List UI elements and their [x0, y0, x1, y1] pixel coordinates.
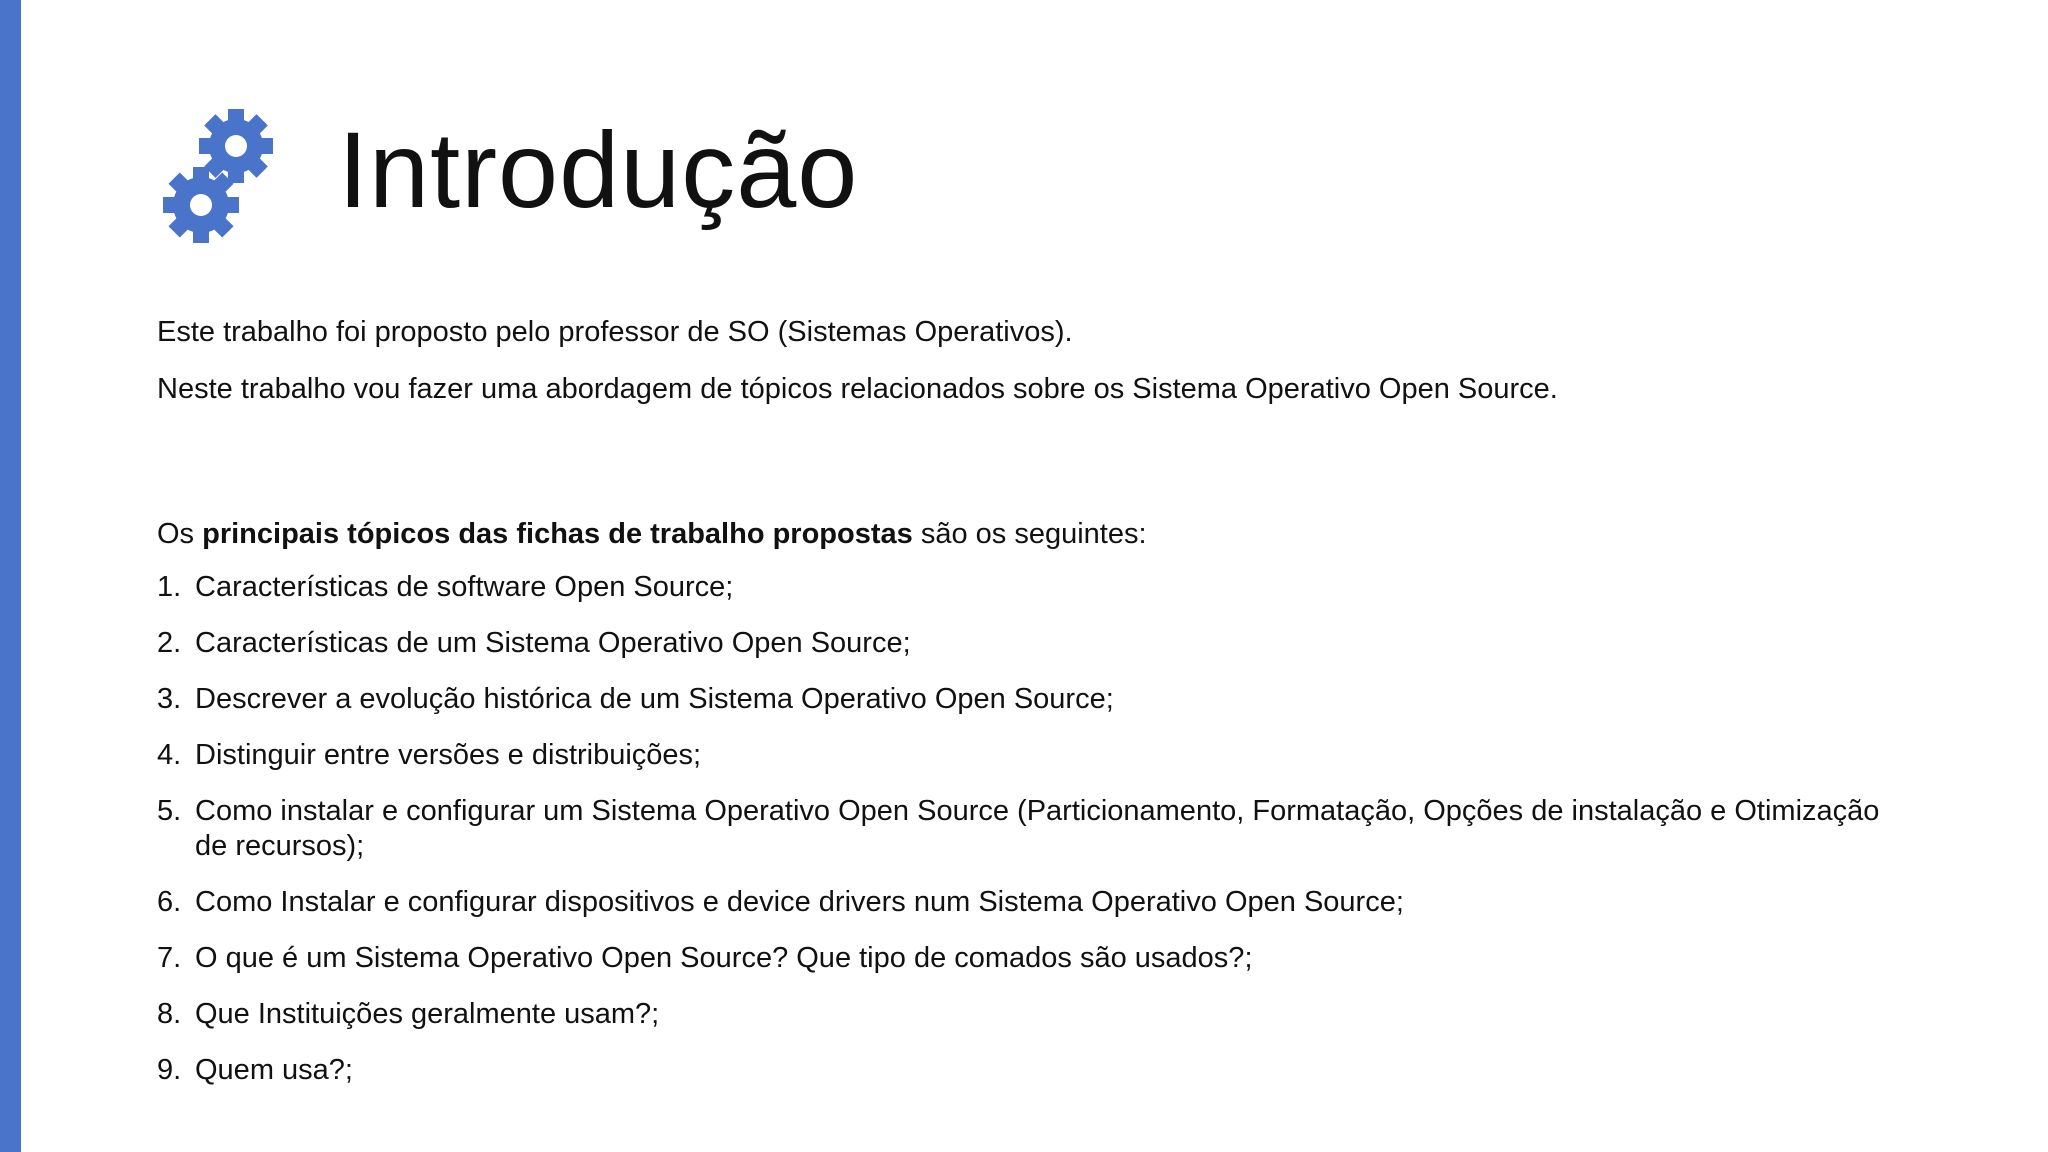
list-item-number: 4. [157, 739, 182, 771]
list-item-number: 2. [157, 627, 182, 659]
list-item-number: 5. [157, 795, 182, 827]
list-item [157, 885, 1917, 920]
list-item-number: 7. [157, 942, 182, 974]
list-item-text: Quem usa?; [195, 1054, 353, 1086]
list-item-text: Descrever a evolução histórica de um Sistema Operativo Open Source; [195, 683, 1114, 715]
topics-intro [157, 516, 1147, 552]
list-item-number: 9. [157, 1054, 182, 1086]
list-item-text: Como instalar e configurar um Sistema Operativo Open Source (Particionamento, Formatação, Opções de instalação e Otimização de recursos); [195, 795, 1880, 862]
topics-intro-suffix: são os seguintes: [912, 518, 1147, 550]
list-item-text: Características de um Sistema Operativo Open Source; [195, 627, 911, 659]
list-item-number: 8. [157, 998, 182, 1030]
list-item [157, 794, 1917, 864]
list-item-text: Que Instituições geralmente usam?; [195, 998, 660, 1030]
list-item-number: 6. [157, 886, 182, 918]
list-item-number: 3. [157, 683, 182, 715]
list-item [157, 1053, 1917, 1088]
list-item-number: 1. [157, 571, 182, 603]
intro-line-1: Este trabalho foi proposto pelo professor de SO (Sistemas Operativos). [157, 316, 1073, 348]
gears-icon [158, 104, 282, 244]
list-item [157, 570, 1917, 605]
intro-line-2: Neste trabalho vou fazer uma abordagem de tópicos relacionados sobre os Sistema Operativo Open Source. [157, 373, 1558, 405]
topics-intro-bold: principais tópicos das fichas de trabalho propostas [202, 518, 913, 550]
list-item [157, 997, 1917, 1032]
list-item-text: O que é um Sistema Operativo Open Source? Que tipo de comados são usados?; [195, 942, 1253, 974]
list-item [157, 626, 1917, 661]
topic-list [157, 570, 1917, 1109]
list-item [157, 738, 1917, 773]
list-item-text: Características de software Open Source; [195, 571, 734, 603]
list-item [157, 941, 1917, 976]
topics-intro-prefix: Os [157, 518, 203, 550]
list-item-text: Como Instalar e configurar dispositivos e device drivers num Sistema Operativo Open Source; [195, 886, 1404, 918]
list-item-text: Distinguir entre versões e distribuições; [195, 739, 702, 771]
page-title: Introdução [338, 109, 859, 230]
accent-bar [0, 0, 21, 1152]
list-item [157, 682, 1917, 717]
